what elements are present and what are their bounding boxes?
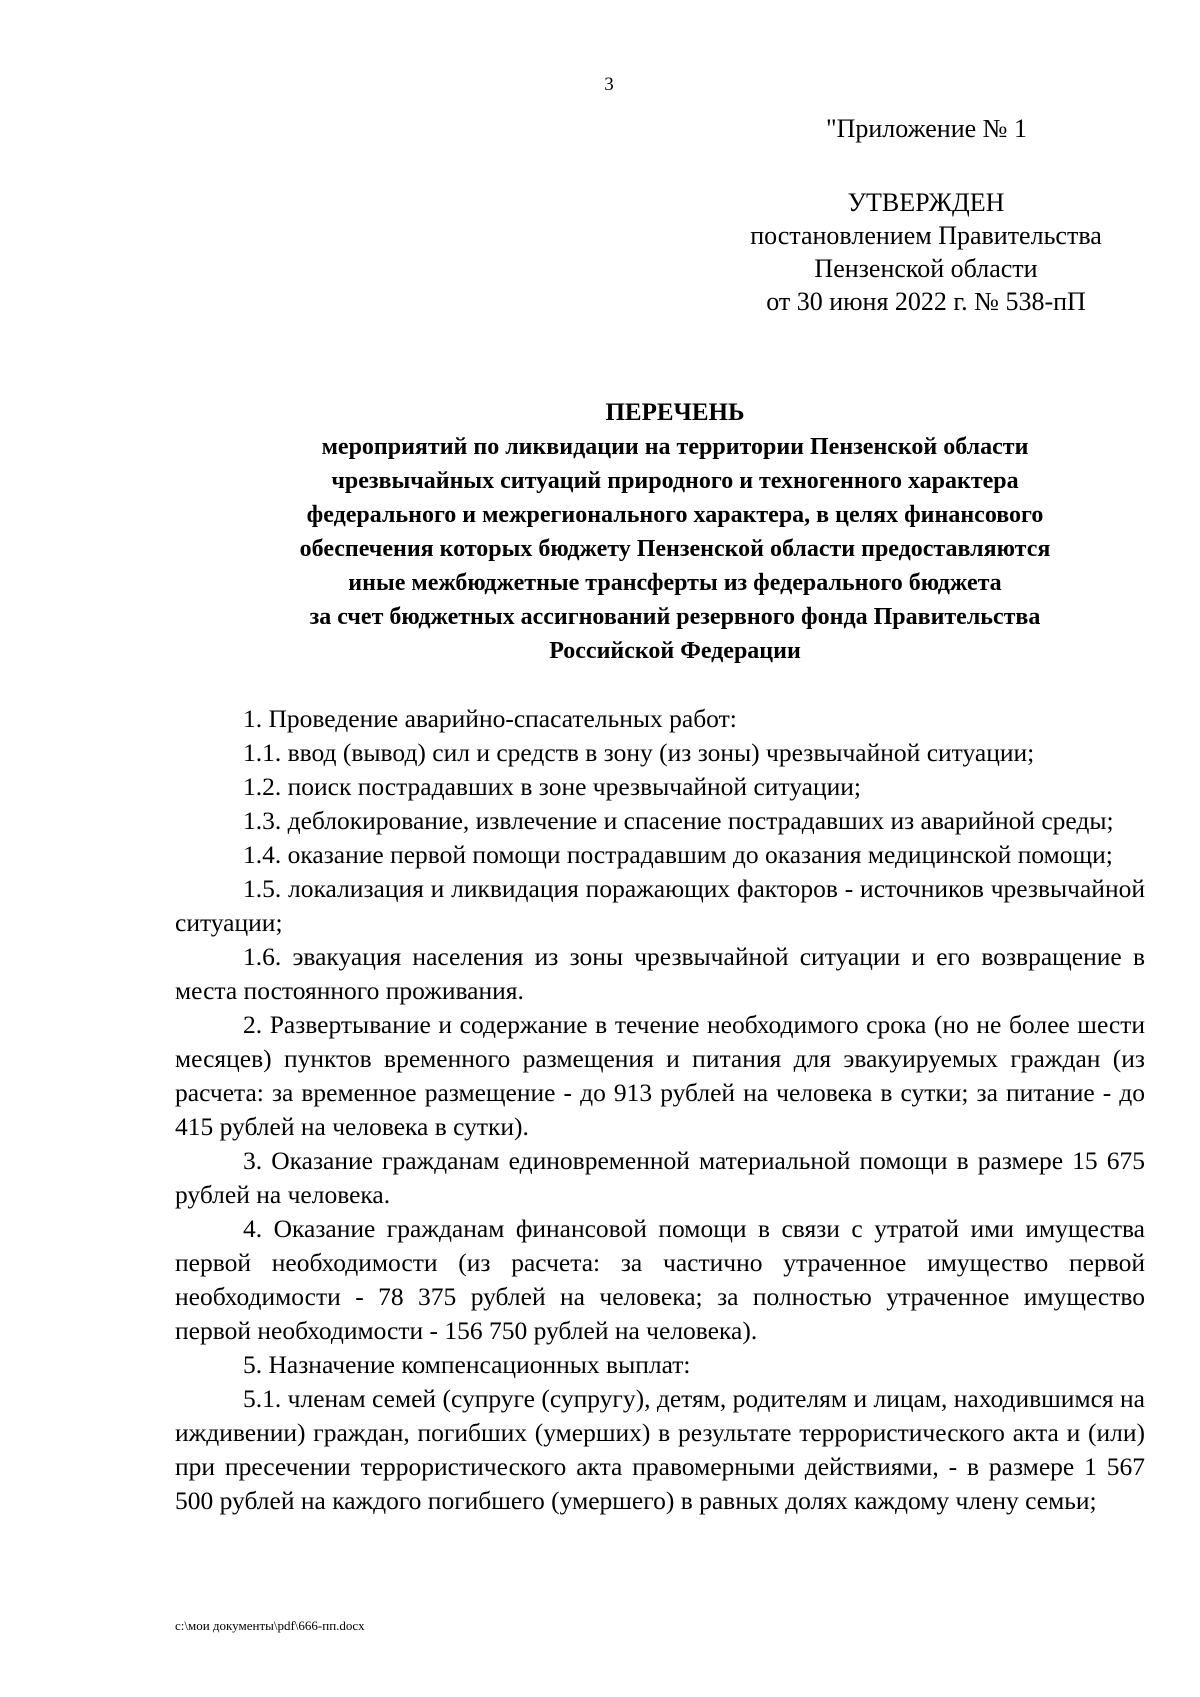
approval-line: Пензенской области [814, 254, 1038, 283]
approval-line: постановлением Правительства [750, 221, 1102, 250]
page-number: 3 [604, 74, 614, 95]
approval-line: от 30 июня 2022 г. № 538-пП [766, 287, 1086, 316]
document-title: ПЕРЕЧЕНЬ [605, 399, 745, 426]
paragraph: 5. Назначение компенсационных выплат: [243, 1350, 691, 1379]
paragraph: 1. Проведение аварийно-спасательных работ: [243, 704, 737, 733]
subtitle-line: за счет бюджетных ассигнований резервного фонда Правительства [309, 604, 1041, 630]
paragraph: 4. Оказание гражданам финансовой помощи в связи с утратой ими имущества первой необходимости (из расчета: за частично утраченное имущество первой необходимости - 78 375 рублей на человека; за полностью утраченное имущество первой необходимости - 156 750 рублей на человека). [175, 1214, 1145, 1345]
subtitle-line: Российской Федерации [549, 638, 801, 664]
subtitle-line: обеспечения которых бюджету Пензенской области предоставляются [299, 536, 1051, 562]
paragraph: 1.4. оказание первой помощи пострадавшим до оказания медицинской помощи; [243, 840, 1113, 869]
paragraph: 3. Оказание гражданам единовременной материальной помощи в размере 15 675 рублей на человека. [175, 1146, 1145, 1209]
appendix-title: "Приложение № 1 [826, 114, 1027, 143]
paragraph: 1.2. поиск пострадавших в зоне чрезвычайной ситуации; [243, 772, 861, 801]
approval-block [728, 186, 1124, 318]
subtitle-line: чрезвычайных ситуаций природного и техногенного характера [331, 468, 1019, 494]
paragraph: 1.6. эвакуация населения из зоны чрезвычайной ситуации и его возвращение в места постоянного проживания. [175, 942, 1145, 1005]
footer-file-path: c:\мои документы\pdf\666-пп.docx [175, 1618, 365, 1633]
subtitle-line: иные межбюджетные трансферты из федерального бюджета [348, 570, 1002, 596]
paragraph: 1.1. ввод (вывод) сил и средств в зону (из зоны) чрезвычайной ситуации; [243, 738, 1035, 767]
paragraph: 1.3. деблокирование, извлечение и спасение пострадавших из аварийной среды; [243, 806, 1114, 835]
paragraph: 5.1. членам семей (супруге (супругу), детям, родителям и лицам, находившимся на иждивении) граждан, погибших (умерших) в результате террористического акта и (или) при пресечении террористического акта правомерными действиями, - в размере 1 567 500 рублей на каждого погибшего (умершего) в равных долях каждому члену семьи; [175, 1384, 1145, 1515]
paragraph: 2. Развертывание и содержание в течение необходимого срока (но не более шести месяцев) пунктов временного размещения и питания для эвакуируемых граждан (из расчета: за временное размещение - до 913 рублей на человека в сутки; за питание - до 415 рублей на человека в сутки). [175, 1010, 1145, 1141]
document-subtitle [175, 430, 1175, 668]
document-body [175, 702, 1145, 1518]
approval-line: УТВЕРЖДЕН [847, 188, 1005, 217]
subtitle-line: федерального и межрегионального характера, в целях финансового [306, 502, 1044, 528]
subtitle-line: мероприятий по ликвидации на территории Пензенской области [321, 434, 1029, 460]
paragraph: 1.5. локализация и ликвидация поражающих факторов - источников чрезвычайной ситуации; [175, 874, 1145, 937]
